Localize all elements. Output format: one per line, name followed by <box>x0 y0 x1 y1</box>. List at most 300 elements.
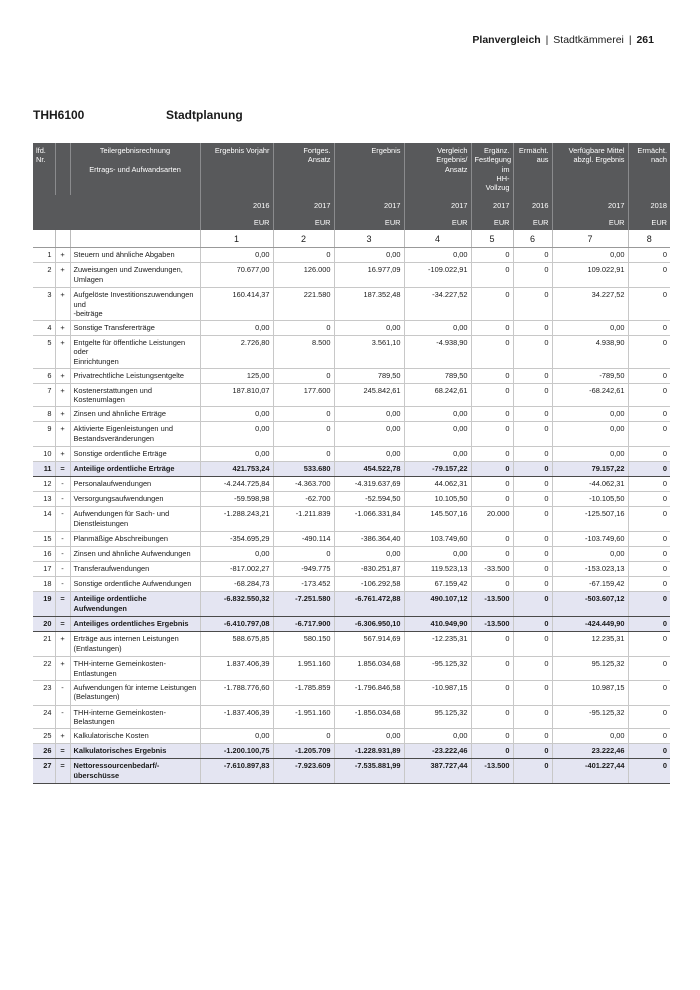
row-operator: - <box>55 532 70 547</box>
row-value-col-8: 0 <box>628 263 670 288</box>
row-number: 26 <box>33 744 55 759</box>
row-value-col-8: 0 <box>628 336 670 369</box>
header-year-2: 2017 <box>273 195 334 215</box>
table-row <box>33 368 670 383</box>
column-number-7: 7 <box>552 230 628 248</box>
row-value-col-5: 0 <box>471 705 513 729</box>
row-value-col-7: 10.987,15 <box>552 680 628 705</box>
row-value-col-7: -424.449,90 <box>552 617 628 632</box>
header-col-7: Verfügbare Mittel abzgl. Ergebnis <box>552 143 628 195</box>
row-value-col-2: 8.500 <box>273 336 334 369</box>
row-value-col-2: 126.000 <box>273 263 334 288</box>
row-value-col-5: 0 <box>471 532 513 547</box>
row-value-col-3: 0,00 <box>334 547 404 562</box>
row-value-col-6: 0 <box>513 744 552 759</box>
row-number: 12 <box>33 477 55 492</box>
row-value-col-6: 0 <box>513 507 552 532</box>
row-value-col-5: 0 <box>471 632 513 657</box>
row-description: Sonstige Transfererträge <box>70 321 200 336</box>
section-title: Stadtplanung <box>166 108 243 122</box>
row-operator: - <box>55 705 70 729</box>
row-value-col-5: 0 <box>471 477 513 492</box>
row-value-col-7: -67.159,42 <box>552 577 628 592</box>
header-year-8: 2018 <box>628 195 670 215</box>
row-value-col-2: -1.951.160 <box>273 705 334 729</box>
row-value-col-2: -949.775 <box>273 562 334 577</box>
row-value-col-1: 2.726,80 <box>200 336 273 369</box>
row-operator: = <box>55 462 70 477</box>
row-number: 25 <box>33 729 55 744</box>
row-description: Zinsen und ähnliche Aufwendungen <box>70 547 200 562</box>
row-value-col-5: 0 <box>471 288 513 321</box>
row-value-col-6: 0 <box>513 680 552 705</box>
colnum-spacer <box>33 230 55 248</box>
row-value-col-6: 0 <box>513 492 552 507</box>
row-value-col-2: -62.700 <box>273 492 334 507</box>
row-value-col-8: 0 <box>628 562 670 577</box>
row-value-col-4: 119.523,13 <box>404 562 471 577</box>
column-number-8: 8 <box>628 230 670 248</box>
row-description: Anteiliges ordentliches Ergebnis <box>70 617 200 632</box>
row-value-col-1: -6.832.550,32 <box>200 592 273 617</box>
row-value-col-1: 421.753,24 <box>200 462 273 477</box>
row-description: Sonstige ordentliche Erträge <box>70 447 200 462</box>
row-value-col-7: 4.938,90 <box>552 336 628 369</box>
table-row <box>33 492 670 507</box>
row-value-col-5: 0 <box>471 744 513 759</box>
row-description: Zinsen und ähnliche Erträge <box>70 407 200 422</box>
row-value-col-2: 0 <box>273 321 334 336</box>
table-row <box>33 422 670 447</box>
table-total-row <box>33 592 670 617</box>
row-operator: - <box>55 562 70 577</box>
row-value-col-8: 0 <box>628 547 670 562</box>
row-value-col-5: 20.000 <box>471 507 513 532</box>
row-value-col-7: 0,00 <box>552 321 628 336</box>
row-value-col-4: 68.242,61 <box>404 383 471 407</box>
column-number-2: 2 <box>273 230 334 248</box>
row-value-col-1: 588.675,85 <box>200 632 273 657</box>
row-value-col-6: 0 <box>513 477 552 492</box>
header-col-2: Fortges. Ansatz <box>273 143 334 195</box>
row-value-col-8: 0 <box>628 657 670 681</box>
row-value-col-1: -1.788.776,60 <box>200 680 273 705</box>
row-value-col-2: 1.951.160 <box>273 657 334 681</box>
row-value-col-1: 0,00 <box>200 729 273 744</box>
header-year-5: 2017 <box>471 195 513 215</box>
row-value-col-6: 0 <box>513 547 552 562</box>
row-value-col-3: 3.561,10 <box>334 336 404 369</box>
row-operator: - <box>55 492 70 507</box>
row-value-col-7: 109.022,91 <box>552 263 628 288</box>
row-operator: + <box>55 422 70 447</box>
table-total-row <box>33 462 670 477</box>
row-number: 7 <box>33 383 55 407</box>
row-value-col-8: 0 <box>628 368 670 383</box>
row-number: 27 <box>33 759 55 784</box>
row-operator: = <box>55 744 70 759</box>
row-value-col-3: -106.292,58 <box>334 577 404 592</box>
row-description: Versorgungsaufwendungen <box>70 492 200 507</box>
row-value-col-5: 0 <box>471 321 513 336</box>
row-value-col-6: 0 <box>513 383 552 407</box>
row-value-col-3: 1.856.034,68 <box>334 657 404 681</box>
row-value-col-8: 0 <box>628 383 670 407</box>
row-value-col-4: 789,50 <box>404 368 471 383</box>
row-value-col-2: 0 <box>273 248 334 263</box>
row-value-col-3: -6.306.950,10 <box>334 617 404 632</box>
row-number: 21 <box>33 632 55 657</box>
row-description: Entgelte für öffentliche Leistungen oder Einrichtungen <box>70 336 200 369</box>
row-value-col-6: 0 <box>513 705 552 729</box>
colnum-spacer <box>70 230 200 248</box>
row-value-col-4: -4.938,90 <box>404 336 471 369</box>
row-value-col-3: -386.364,40 <box>334 532 404 547</box>
header-separator: | <box>545 34 549 46</box>
row-value-col-3: -1.066.331,84 <box>334 507 404 532</box>
row-value-col-7: 0,00 <box>552 447 628 462</box>
header-unit-4: EUR <box>404 215 471 230</box>
row-value-col-4: -10.987,15 <box>404 680 471 705</box>
row-value-col-8: 0 <box>628 759 670 784</box>
row-description: Zuweisungen und Zuwendungen, Umlagen <box>70 263 200 288</box>
row-value-col-2: 0 <box>273 447 334 462</box>
column-number-3: 3 <box>334 230 404 248</box>
row-value-col-6: 0 <box>513 447 552 462</box>
page-number: 261 <box>636 34 654 46</box>
row-value-col-4: 0,00 <box>404 447 471 462</box>
row-value-col-5: -33.500 <box>471 562 513 577</box>
row-value-col-3: 187.352,48 <box>334 288 404 321</box>
row-description: Anteilige ordentliche Erträge <box>70 462 200 477</box>
row-value-col-2: -7.251.580 <box>273 592 334 617</box>
row-operator: + <box>55 288 70 321</box>
row-value-col-5: 0 <box>471 547 513 562</box>
row-value-col-7: 0,00 <box>552 248 628 263</box>
column-number-6: 6 <box>513 230 552 248</box>
row-value-col-4: 103.749,60 <box>404 532 471 547</box>
row-value-col-1: 0,00 <box>200 447 273 462</box>
row-description: Kalkulatorisches Ergebnis <box>70 744 200 759</box>
row-number: 11 <box>33 462 55 477</box>
row-value-col-6: 0 <box>513 407 552 422</box>
row-value-col-2: 0 <box>273 368 334 383</box>
row-value-col-2: -7.923.609 <box>273 759 334 784</box>
row-value-col-1: 187.810,07 <box>200 383 273 407</box>
row-operator: + <box>55 632 70 657</box>
row-number: 24 <box>33 705 55 729</box>
row-value-col-2: 0 <box>273 729 334 744</box>
row-value-col-7: -103.749,60 <box>552 532 628 547</box>
row-number: 16 <box>33 547 55 562</box>
column-number-row <box>33 230 670 248</box>
row-value-col-5: 0 <box>471 577 513 592</box>
row-value-col-4: -79.157,22 <box>404 462 471 477</box>
row-number: 9 <box>33 422 55 447</box>
row-description: THH-interne Gemeinkosten-Belastungen <box>70 705 200 729</box>
table-row <box>33 263 670 288</box>
row-value-col-1: -1.837.406,39 <box>200 705 273 729</box>
row-value-col-8: 0 <box>628 632 670 657</box>
row-description: Aktivierte Eigenleistungen und Bestandsveränderungen <box>70 422 200 447</box>
row-value-col-3: 789,50 <box>334 368 404 383</box>
table-row <box>33 321 670 336</box>
header-unit-5: EUR <box>471 215 513 230</box>
column-number-4: 4 <box>404 230 471 248</box>
row-value-col-4: 0,00 <box>404 422 471 447</box>
row-operator: + <box>55 248 70 263</box>
row-value-col-2: -173.452 <box>273 577 334 592</box>
table-row <box>33 288 670 321</box>
table-row <box>33 562 670 577</box>
row-value-col-1: -1.288.243,21 <box>200 507 273 532</box>
row-number: 5 <box>33 336 55 369</box>
row-value-col-8: 0 <box>628 321 670 336</box>
row-value-col-2: -490.114 <box>273 532 334 547</box>
row-value-col-7: -401.227,44 <box>552 759 628 784</box>
row-value-col-8: 0 <box>628 729 670 744</box>
row-value-col-3: -1.228.931,89 <box>334 744 404 759</box>
row-value-col-8: 0 <box>628 477 670 492</box>
row-value-col-8: 0 <box>628 492 670 507</box>
row-value-col-4: -12.235,31 <box>404 632 471 657</box>
row-value-col-1: -4.244.725,84 <box>200 477 273 492</box>
row-value-col-8: 0 <box>628 744 670 759</box>
row-description: Erträge aus internen Leistungen (Entlastungen) <box>70 632 200 657</box>
row-value-col-3: 0,00 <box>334 407 404 422</box>
row-value-col-7: 34.227,52 <box>552 288 628 321</box>
row-value-col-5: 0 <box>471 407 513 422</box>
row-number: 4 <box>33 321 55 336</box>
row-value-col-1: 1.837.406,39 <box>200 657 273 681</box>
row-number: 3 <box>33 288 55 321</box>
header-years-spacer <box>33 195 200 215</box>
row-value-col-4: -95.125,32 <box>404 657 471 681</box>
row-value-col-2: 580.150 <box>273 632 334 657</box>
row-value-col-4: -23.222,46 <box>404 744 471 759</box>
row-value-col-4: 0,00 <box>404 547 471 562</box>
row-value-col-8: 0 <box>628 592 670 617</box>
row-description: Kostenerstattungen und Kostenumlagen <box>70 383 200 407</box>
row-value-col-2: 221.580 <box>273 288 334 321</box>
row-value-col-5: 0 <box>471 383 513 407</box>
row-value-col-4: 145.507,16 <box>404 507 471 532</box>
row-value-col-1: -7.610.897,83 <box>200 759 273 784</box>
row-value-col-6: 0 <box>513 462 552 477</box>
row-description: Aufwendungen für interne Leistungen (Belastungen) <box>70 680 200 705</box>
row-value-col-7: -503.607,12 <box>552 592 628 617</box>
table-row <box>33 532 670 547</box>
header-year-3: 2017 <box>334 195 404 215</box>
header-year-1: 2016 <box>200 195 273 215</box>
row-operator: + <box>55 729 70 744</box>
row-value-col-1: 0,00 <box>200 248 273 263</box>
result-table <box>33 143 670 784</box>
row-value-col-6: 0 <box>513 592 552 617</box>
row-value-col-7: 12.235,31 <box>552 632 628 657</box>
row-value-col-1: 0,00 <box>200 407 273 422</box>
row-value-col-8: 0 <box>628 422 670 447</box>
row-value-col-8: 0 <box>628 617 670 632</box>
table-row <box>33 632 670 657</box>
row-value-col-4: 0,00 <box>404 248 471 263</box>
row-value-col-2: -1.785.859 <box>273 680 334 705</box>
row-value-col-3: -6.761.472,88 <box>334 592 404 617</box>
row-value-col-3: -4.319.637,69 <box>334 477 404 492</box>
row-value-col-6: 0 <box>513 248 552 263</box>
row-value-col-8: 0 <box>628 705 670 729</box>
row-value-col-4: -34.227,52 <box>404 288 471 321</box>
header-col-3: Ergebnis <box>334 143 404 195</box>
row-value-col-4: 387.727,44 <box>404 759 471 784</box>
row-value-col-1: -68.284,73 <box>200 577 273 592</box>
row-value-col-6: 0 <box>513 336 552 369</box>
row-operator: = <box>55 592 70 617</box>
header-units-spacer <box>33 215 200 230</box>
row-description: Personalaufwendungen <box>70 477 200 492</box>
row-value-col-6: 0 <box>513 759 552 784</box>
row-value-col-7: -10.105,50 <box>552 492 628 507</box>
table-body <box>33 248 670 784</box>
row-value-col-5: 0 <box>471 492 513 507</box>
row-value-col-7: -44.062,31 <box>552 477 628 492</box>
row-value-col-8: 0 <box>628 680 670 705</box>
row-value-col-3: 245.842,61 <box>334 383 404 407</box>
row-value-col-6: 0 <box>513 422 552 447</box>
row-number: 20 <box>33 617 55 632</box>
row-value-col-1: 70.677,00 <box>200 263 273 288</box>
row-value-col-6: 0 <box>513 729 552 744</box>
row-value-col-3: 0,00 <box>334 248 404 263</box>
row-value-col-1: 0,00 <box>200 321 273 336</box>
row-value-col-2: -1.211.839 <box>273 507 334 532</box>
row-value-col-7: -95.125,32 <box>552 705 628 729</box>
table-total-row <box>33 617 670 632</box>
row-value-col-7: 0,00 <box>552 422 628 447</box>
row-value-col-7: 0,00 <box>552 729 628 744</box>
header-label: Planvergleich <box>472 34 541 46</box>
row-value-col-5: 0 <box>471 657 513 681</box>
row-number: 8 <box>33 407 55 422</box>
header-separator-2: | <box>628 34 632 46</box>
header-row-labels <box>33 143 670 195</box>
row-value-col-2: 0 <box>273 547 334 562</box>
row-operator: + <box>55 336 70 369</box>
row-description: Kalkulatorische Kosten <box>70 729 200 744</box>
row-value-col-4: 490.107,12 <box>404 592 471 617</box>
row-value-col-2: -1.205.709 <box>273 744 334 759</box>
header-unit-8: EUR <box>628 215 670 230</box>
row-operator: + <box>55 321 70 336</box>
table-row <box>33 248 670 263</box>
row-value-col-3: -1.796.846,58 <box>334 680 404 705</box>
row-description: Privatrechtliche Leistungsentgelte <box>70 368 200 383</box>
row-value-col-8: 0 <box>628 507 670 532</box>
table-row <box>33 547 670 562</box>
row-value-col-8: 0 <box>628 447 670 462</box>
row-description: Anteilige ordentliche Aufwendungen <box>70 592 200 617</box>
header-col-6: Ermächt. aus <box>513 143 552 195</box>
row-description: Steuern und ähnliche Abgaben <box>70 248 200 263</box>
header-year-7: 2017 <box>552 195 628 215</box>
row-value-col-3: 567.914,69 <box>334 632 404 657</box>
row-value-col-5: -13.500 <box>471 592 513 617</box>
row-description: Sonstige ordentliche Aufwendungen <box>70 577 200 592</box>
row-value-col-2: 533.680 <box>273 462 334 477</box>
table-row <box>33 705 670 729</box>
table-row <box>33 447 670 462</box>
row-operator: + <box>55 447 70 462</box>
table-row <box>33 336 670 369</box>
row-value-col-4: 0,00 <box>404 321 471 336</box>
row-operator: - <box>55 507 70 532</box>
row-value-col-3: -7.535.881,99 <box>334 759 404 784</box>
row-number: 6 <box>33 368 55 383</box>
row-value-col-2: 0 <box>273 422 334 447</box>
row-value-col-3: 0,00 <box>334 729 404 744</box>
row-description: Aufwendungen für Sach- und Dienstleistungen <box>70 507 200 532</box>
row-number: 15 <box>33 532 55 547</box>
row-value-col-4: 95.125,32 <box>404 705 471 729</box>
row-value-col-7: 0,00 <box>552 547 628 562</box>
row-value-col-3: -1.856.034,68 <box>334 705 404 729</box>
header-col-5: Ergänz. Festlegung im HH-Vollzug <box>471 143 513 195</box>
row-value-col-8: 0 <box>628 407 670 422</box>
row-value-col-6: 0 <box>513 368 552 383</box>
row-number: 13 <box>33 492 55 507</box>
header-unit-6: EUR <box>513 215 552 230</box>
row-operator: - <box>55 477 70 492</box>
row-number: 2 <box>33 263 55 288</box>
row-value-col-7: 23.222,46 <box>552 744 628 759</box>
row-value-col-2: 177.600 <box>273 383 334 407</box>
header-unit-2: EUR <box>273 215 334 230</box>
row-value-col-7: -153.023,13 <box>552 562 628 577</box>
table-row <box>33 657 670 681</box>
row-value-col-5: -13.500 <box>471 759 513 784</box>
row-value-col-7: 79.157,22 <box>552 462 628 477</box>
row-value-col-4: 10.105,50 <box>404 492 471 507</box>
row-value-col-7: -125.507,16 <box>552 507 628 532</box>
row-value-col-1: -59.598,98 <box>200 492 273 507</box>
row-operator: + <box>55 263 70 288</box>
row-value-col-7: 95.125,32 <box>552 657 628 681</box>
row-value-col-5: 0 <box>471 462 513 477</box>
row-number: 14 <box>33 507 55 532</box>
row-number: 17 <box>33 562 55 577</box>
row-value-col-8: 0 <box>628 288 670 321</box>
row-description: Planmäßige Abschreibungen <box>70 532 200 547</box>
row-value-col-6: 0 <box>513 632 552 657</box>
table-total-row <box>33 744 670 759</box>
header-unit-3: EUR <box>334 215 404 230</box>
row-number: 10 <box>33 447 55 462</box>
table-row <box>33 383 670 407</box>
section-code: THH6100 <box>33 108 85 122</box>
table-row <box>33 680 670 705</box>
row-value-col-7: 0,00 <box>552 407 628 422</box>
row-value-col-6: 0 <box>513 263 552 288</box>
table-total-row <box>33 759 670 784</box>
header-unit-1: EUR <box>200 215 273 230</box>
row-operator: - <box>55 577 70 592</box>
colnum-spacer <box>55 230 70 248</box>
row-value-col-1: -354.695,29 <box>200 532 273 547</box>
header-department: Stadtkämmerei <box>553 34 624 46</box>
row-operator: + <box>55 657 70 681</box>
row-value-col-4: 410.949,90 <box>404 617 471 632</box>
row-description: Aufgelöste Investitionszuwendungen und -beiträge <box>70 288 200 321</box>
